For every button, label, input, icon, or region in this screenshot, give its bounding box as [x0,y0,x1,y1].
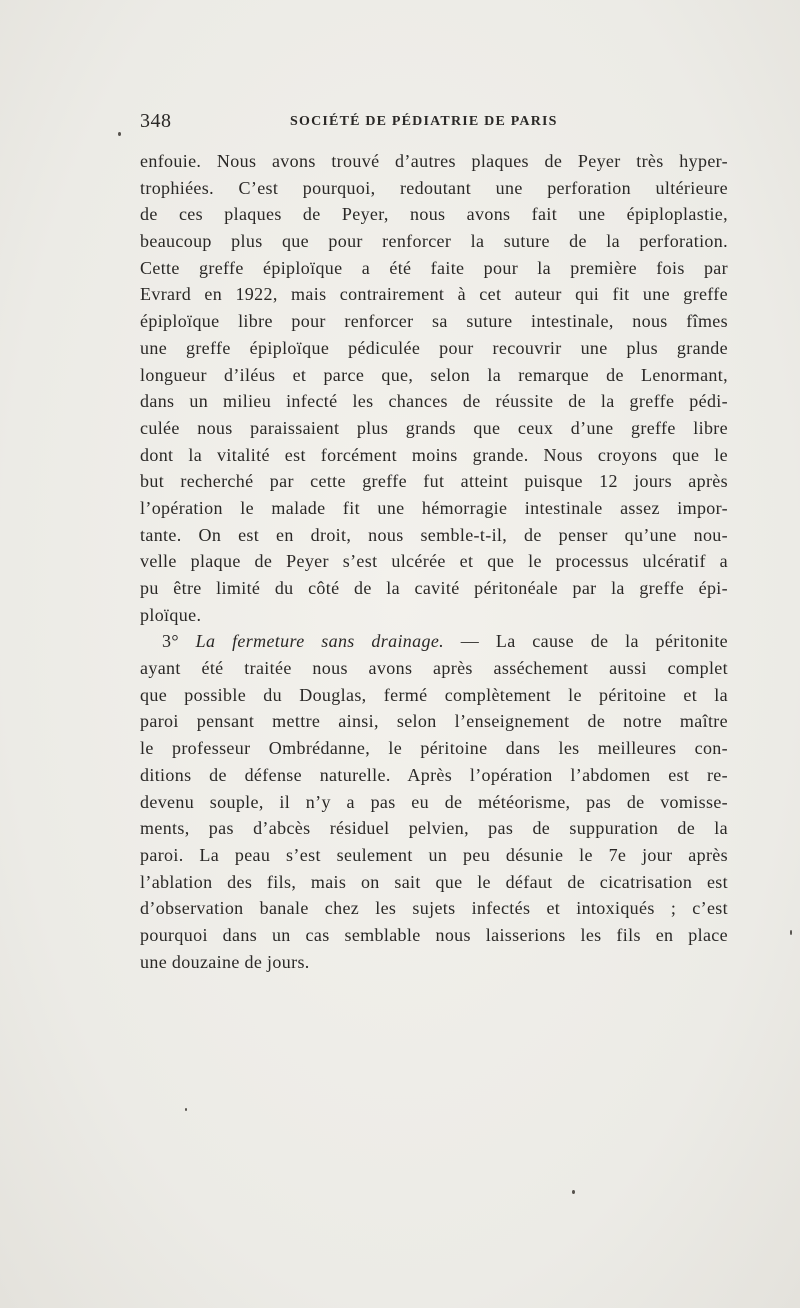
text-line: Evrard en 1922, mais contrairement à cet auteur qui fit une greffe [140,284,728,305]
text-line: devenu souple, il n’y a pas eu de météorisme, pas de vomisse- [140,791,728,812]
running-head: SOCIÉTÉ DE PÉDIATRIE DE PARIS [290,114,558,129]
text-line: ploïque. [140,604,202,625]
text-line: trophiées. C’est pourquoi, redoutant une perforation ultérieure [140,177,728,198]
text-line: de ces plaques de Peyer, nous avons fait une épiploplastie, [140,204,728,225]
paragraph-lead-line [140,628,728,655]
print-speck [185,1108,187,1111]
lead-text: — La cause de la péritonite [460,631,729,652]
body-text [140,148,728,975]
text-line: culée nous paraissaient plus grands que ceux d’une greffe libre [140,417,728,438]
text-line: une greffe épiploïque pédiculée pour recouvrir une plus grande [140,337,728,358]
text-line: épiploïque libre pour renforcer sa suture intestinale, nous fîmes [140,311,728,332]
section-number: 3° [162,631,179,652]
text-line: l’ablation des fils, mais on sait que le défaut de cicatrisation est [140,871,728,892]
print-speck [118,132,121,136]
page-number: 348 [140,110,172,132]
paragraph-2 [140,628,728,975]
text-line: pourquoi dans un cas semblable nous laisserions les fils en place [140,924,728,945]
text-line: l’opération le malade fit une hémorragie intestinale assez impor- [140,497,728,518]
text-line: le professeur Ombrédanne, le péritoine dans les meilleures con- [140,738,728,759]
text-line: enfouie. Nous avons trouvé d’autres plaques de Peyer très hyper- [140,151,728,171]
page-header [140,110,730,140]
text-line: longueur d’iléus et parce que, selon la remarque de Lenormant, [140,364,728,385]
section-title: La fermeture sans drainage. [195,631,445,652]
text-line: ments, pas d’abcès résiduel pelvien, pas de suppuration de la [140,818,728,839]
text-line: tante. On est en droit, nous semble-t-il, de penser qu’une nou- [140,524,728,545]
text-line: paroi pensant mettre ainsi, selon l’enseignement de notre maître [140,711,728,732]
text-line: que possible du Douglas, fermé complètement le péritoine et la [140,684,728,705]
text-line: d’observation banale chez les sujets infectés et intoxiqués ; c’est [140,898,728,919]
print-speck [572,1190,575,1194]
text-line: pu être limité du côté de la cavité péritonéale par la greffe épi- [140,578,728,598]
text-line: velle plaque de Peyer s’est ulcérée et que le processus ulcératif a [140,551,728,572]
text-line: ditions de défense naturelle. Après l’opération l’abdomen est re- [140,764,728,785]
paragraph-1 [140,148,728,628]
text-line: Cette greffe épiploïque a été faite pour la première fois par [140,257,728,278]
text-line: paroi. La peau s’est seulement un peu désunie le 7e jour après [140,844,728,865]
print-speck [790,930,792,935]
text-line: but recherché par cette greffe fut atteint puisque 12 jours après [140,471,728,492]
text-line: beaucoup plus que pour renforcer la suture de la perforation. [140,231,728,252]
text-line: une douzaine de jours. [140,951,310,972]
text-line: dont la vitalité est forcément moins grande. Nous croyons que le [140,444,728,465]
text-line: ayant été traitée nous avons après asséchement aussi complet [140,658,728,679]
text-line: dans un milieu infecté les chances de réussite de la greffe pédi- [140,391,728,412]
